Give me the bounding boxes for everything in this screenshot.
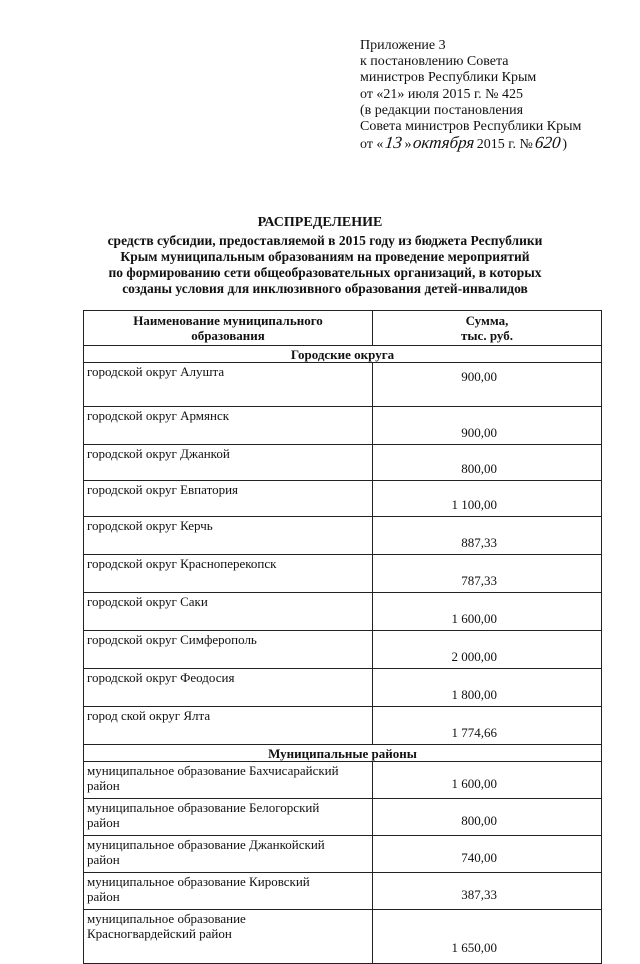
amount: 900,00: [373, 407, 602, 445]
municipality-name: городской округ Красноперекопск: [84, 555, 373, 593]
subtitle-line: средств субсидии, предоставляемой в 2015 году из бюджета Республики: [107, 233, 543, 248]
amount: 800,00: [373, 799, 602, 836]
handwritten-number: 620: [533, 133, 562, 153]
amount: 1 600,00: [373, 593, 602, 631]
handwritten-month: октября: [412, 133, 476, 153]
section-title: Городские округа: [84, 346, 602, 363]
appendix-line: к постановлению Совета: [360, 54, 509, 70]
handwritten-day: 13: [384, 133, 404, 153]
table-row: [84, 631, 602, 669]
table-row: [84, 836, 602, 873]
amount: 800,00: [373, 445, 602, 481]
table-row: [84, 363, 602, 407]
municipality-name: городской округ Керчь: [84, 517, 373, 555]
appendix-block: [360, 38, 581, 153]
table-row: [84, 762, 602, 799]
amount: 2 000,00: [373, 631, 602, 669]
table-row: [84, 407, 602, 445]
table-row: [84, 669, 602, 707]
amount: 1 600,00: [373, 762, 602, 799]
section-row: [84, 745, 602, 762]
section-title: Муниципальные районы: [84, 745, 602, 762]
appendix-line: Совета министров Республики Крым: [360, 119, 582, 135]
table-row: [84, 445, 602, 481]
municipality-name: муниципальное образование Белогорский район: [84, 799, 373, 836]
municipality-name: городской округ Алушта: [84, 363, 373, 407]
table-header-row: [84, 311, 602, 346]
appendix-line: Приложение 3: [360, 38, 446, 53]
municipality-name: муниципальное образование Джанкойский район: [84, 836, 373, 873]
amount: 1 100,00: [373, 481, 602, 517]
municipality-name: городской округ Феодосия: [84, 669, 373, 707]
municipality-name: городской округ Джанкой: [84, 445, 373, 481]
municipality-name: город ской округ Ялта: [84, 707, 373, 745]
municipality-name: муниципальное образование Кировский район: [84, 873, 373, 910]
municipality-name: городской округ Симферополь: [84, 631, 373, 669]
table-row: [84, 593, 602, 631]
subtitle-line: созданы условия для инклюзивного образования детей-инвалидов: [122, 281, 528, 296]
table-row: [84, 873, 602, 910]
amount: 740,00: [373, 836, 602, 873]
subtitle-line: по формированию сети общеобразовательных организаций, в которых: [108, 265, 542, 280]
table-row: [84, 555, 602, 593]
municipality-name: муниципальное образование Красногвардейский район: [84, 910, 373, 964]
table-row: [84, 707, 602, 745]
amount: 787,33: [373, 555, 602, 593]
table-row: [84, 799, 602, 836]
document-subtitle: [60, 233, 590, 297]
document-title: РАСПРЕДЕЛЕНИЕ: [257, 215, 383, 230]
municipality-name: муниципальное образование Бахчисарайский район: [84, 762, 373, 799]
municipality-name: городской округ Армянск: [84, 407, 373, 445]
amount: 1 800,00: [373, 669, 602, 707]
section-row: [84, 346, 602, 363]
amount: 900,00: [373, 363, 602, 407]
amount: 1 774,66: [373, 707, 602, 745]
appendix-line: (в редакции постановления: [360, 102, 524, 118]
appendix-line: министров Республики Крым: [360, 70, 537, 86]
header-name: Наименование муниципального образования: [84, 311, 373, 346]
amount: 1 650,00: [373, 910, 602, 964]
table-row: [84, 910, 602, 964]
municipality-name: городской округ Евпатория: [84, 481, 373, 517]
distribution-table: [83, 310, 602, 964]
table-row: [84, 481, 602, 517]
appendix-line-date: от «13»октября2015 г. №620): [360, 133, 567, 153]
header-sum: Сумма, тыс. руб.: [373, 311, 602, 346]
appendix-line: от «21» июля 2015 г. № 425: [360, 86, 523, 102]
municipality-name: городской округ Саки: [84, 593, 373, 631]
amount: 387,33: [373, 873, 602, 910]
table-row: [84, 517, 602, 555]
subtitle-line: Крым муниципальным образованиям на проведение мероприятий: [120, 249, 530, 264]
amount: 887,33: [373, 517, 602, 555]
